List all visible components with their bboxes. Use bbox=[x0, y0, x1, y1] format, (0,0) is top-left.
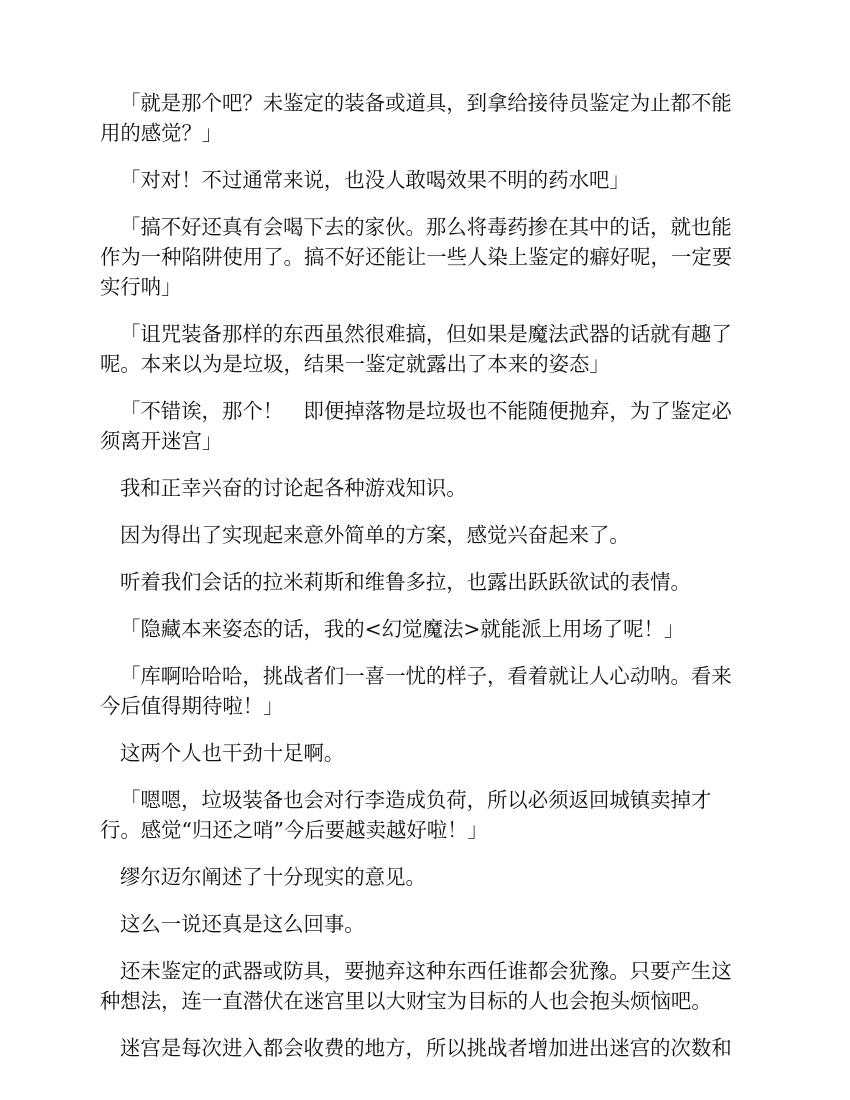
paragraph: 「诅咒装备那样的东西虽然很难搞，但如果是魔法武器的话就有趣了呢。本来以为是垃圾，结果一鉴定就露出了本来的姿态」 bbox=[100, 322, 732, 376]
paragraph: 听着我们会话的拉米莉斯和维鲁多拉，也露出跃跃欲试的表情。 bbox=[120, 570, 691, 594]
paragraph: 这么一说还真是这么回事。 bbox=[120, 912, 365, 936]
paragraph: 「隐藏本来姿态的话，我的<幻觉魔法>就能派上用场了呢！」 bbox=[120, 617, 685, 641]
paragraph: 还未鉴定的武器或防具，要抛弃这种东西任谁都会犹豫。只要产生这种想法，连一直潜伏在迷宫里以大财宝为目标的人也会抱头烦恼吧。 bbox=[100, 959, 732, 1013]
paragraph: 「不错诶，那个！ 即便掉落物是垃圾也不能随便抛弃，为了鉴定必须离开迷宫」 bbox=[100, 399, 732, 453]
paragraph: 「搞不好还真有会喝下去的家伙。那么将毒药掺在其中的话，就也能作为一种陷阱使用了。搞不好还能让一些人染上鉴定的癖好呢，一定要实行呐」 bbox=[100, 215, 733, 299]
paragraph: 迷宫是每次进入都会收费的地方，所以挑战者增加进出迷宫的次数和 bbox=[120, 1036, 732, 1060]
paragraph: 「就是那个吧？未鉴定的装备或道具，到拿给接待员鉴定为止都不能用的感觉？」 bbox=[100, 91, 732, 145]
paragraph: 「库啊哈哈哈，挑战者们一喜一忧的样子，看着就让人心动呐。看来今后值得期待啦！」 bbox=[100, 664, 732, 718]
paragraph: 「对对！不过通常来说，也没人敢喝效果不明的药水吧」 bbox=[120, 168, 630, 192]
paragraph: 「嗯嗯，垃圾装备也会对行李造成负荷，所以必须返回城镇卖掉才行。感觉“归还之哨”今后要越卖越好啦！」 bbox=[100, 788, 712, 842]
paragraph: 缪尔迈尔阐述了十分现实的意见。 bbox=[120, 865, 426, 889]
paragraph: 这两个人也干劲十足啊。 bbox=[120, 741, 345, 765]
paragraph: 我和正幸兴奋的讨论起各种游戏知识。 bbox=[120, 476, 467, 500]
paragraph: 因为得出了实现起来意外简单的方案，感觉兴奋起来了。 bbox=[120, 523, 630, 547]
text-body bbox=[100, 88, 750, 1080]
